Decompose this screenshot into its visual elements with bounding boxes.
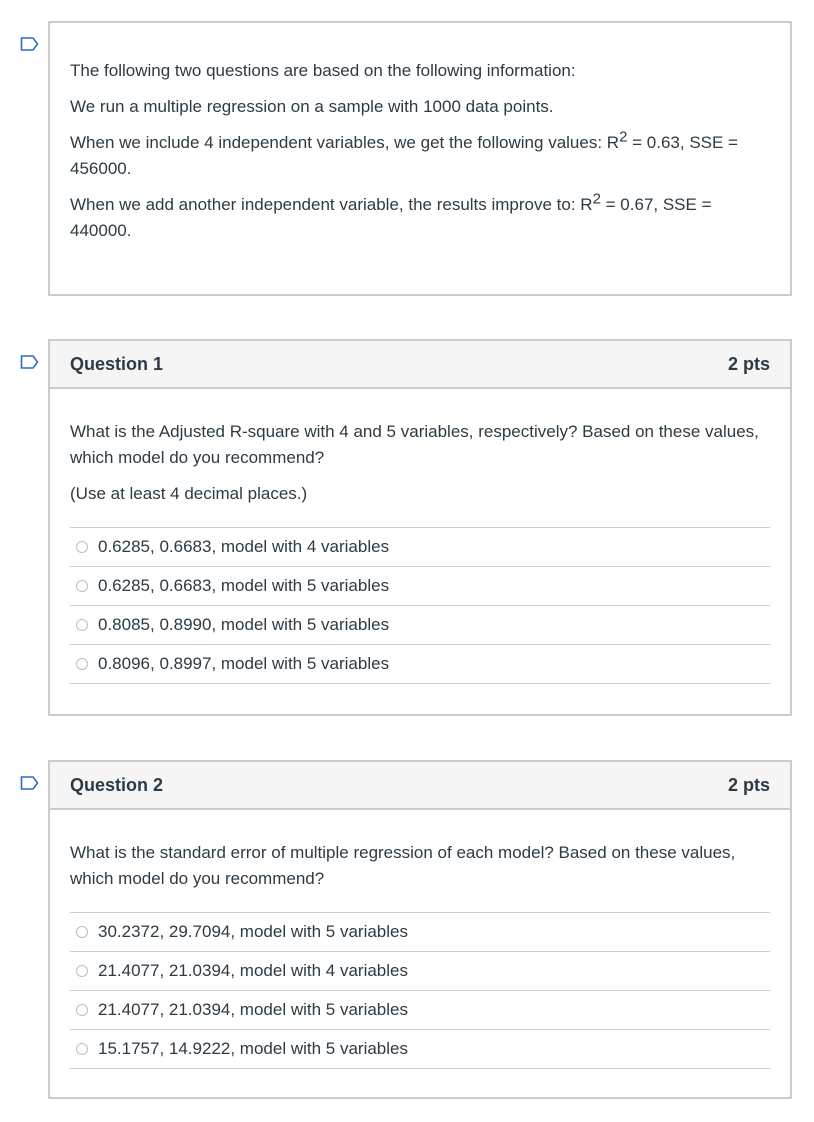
answer-option[interactable]	[70, 528, 770, 567]
answer-option[interactable]	[70, 1030, 770, 1069]
radio-button[interactable]	[76, 1043, 88, 1055]
question-text: What is the standard error of multiple regression of each model? Based on these values, which model do you recommend?	[70, 843, 736, 888]
radio-button[interactable]	[76, 619, 88, 631]
radio-button[interactable]	[76, 541, 88, 553]
question-text: What is the Adjusted R-square with 4 and 5 variables, respectively? Based on these values, which model do you recommend?	[70, 422, 759, 467]
question-header	[50, 341, 790, 389]
answer-option[interactable]	[70, 567, 770, 606]
question-title: Question 1	[70, 353, 164, 374]
radio-button[interactable]	[76, 1004, 88, 1016]
answer-label: 30.2372, 29.7094, model with 5 variables	[98, 922, 408, 941]
question-header	[50, 762, 790, 810]
answer-label: 15.1757, 14.9222, model with 5 variables	[98, 1039, 408, 1058]
flag-icon[interactable]	[20, 37, 39, 51]
radio-button[interactable]	[76, 580, 88, 592]
answer-label: 0.6285, 0.6683, model with 4 variables	[98, 537, 390, 556]
answer-option[interactable]	[70, 645, 770, 684]
answer-label: 21.4077, 21.0394, model with 5 variables	[98, 1000, 408, 1019]
answer-label: 21.4077, 21.0394, model with 4 variables	[98, 961, 408, 980]
info-box	[48, 21, 792, 296]
question-1	[48, 339, 792, 716]
answer-option[interactable]	[70, 913, 770, 952]
answer-label: 0.8096, 0.8997, model with 5 variables	[98, 654, 390, 673]
answer-option[interactable]	[70, 952, 770, 991]
radio-button[interactable]	[76, 926, 88, 938]
info-line-3: When we include 4 independent variables, we get the following values: $R^2 = 0.63$, SSE = 456000.	[70, 128, 738, 178]
radio-button[interactable]	[76, 658, 88, 670]
question-note: (Use at least 4 decimal places.)	[70, 484, 308, 503]
question-body	[50, 810, 790, 1069]
radio-button[interactable]	[76, 965, 88, 977]
flag-icon[interactable]	[20, 355, 39, 369]
question-points: 2 pts	[727, 774, 770, 795]
flag-icon[interactable]	[20, 776, 39, 790]
question-2	[48, 760, 792, 1099]
answer-option[interactable]	[70, 991, 770, 1030]
answer-option[interactable]	[70, 606, 770, 645]
answer-label: 0.6285, 0.6683, model with 5 variables	[98, 576, 390, 595]
question-body	[50, 389, 790, 684]
answer-list	[70, 527, 770, 684]
info-line-1: The following two questions are based on the following information:	[70, 61, 576, 80]
answer-label: 0.8085, 0.8990, model with 5 variables	[98, 615, 390, 634]
info-line-2: We run a multiple regression on a sample with 1000 data points.	[70, 97, 554, 116]
question-points: 2 pts	[727, 353, 770, 374]
info-line-4: When we add another independent variable, the results improve to: $R^2 = 0.67$, SSE = 440000.	[70, 190, 712, 240]
answer-list	[70, 912, 770, 1069]
question-title: Question 2	[70, 774, 164, 795]
